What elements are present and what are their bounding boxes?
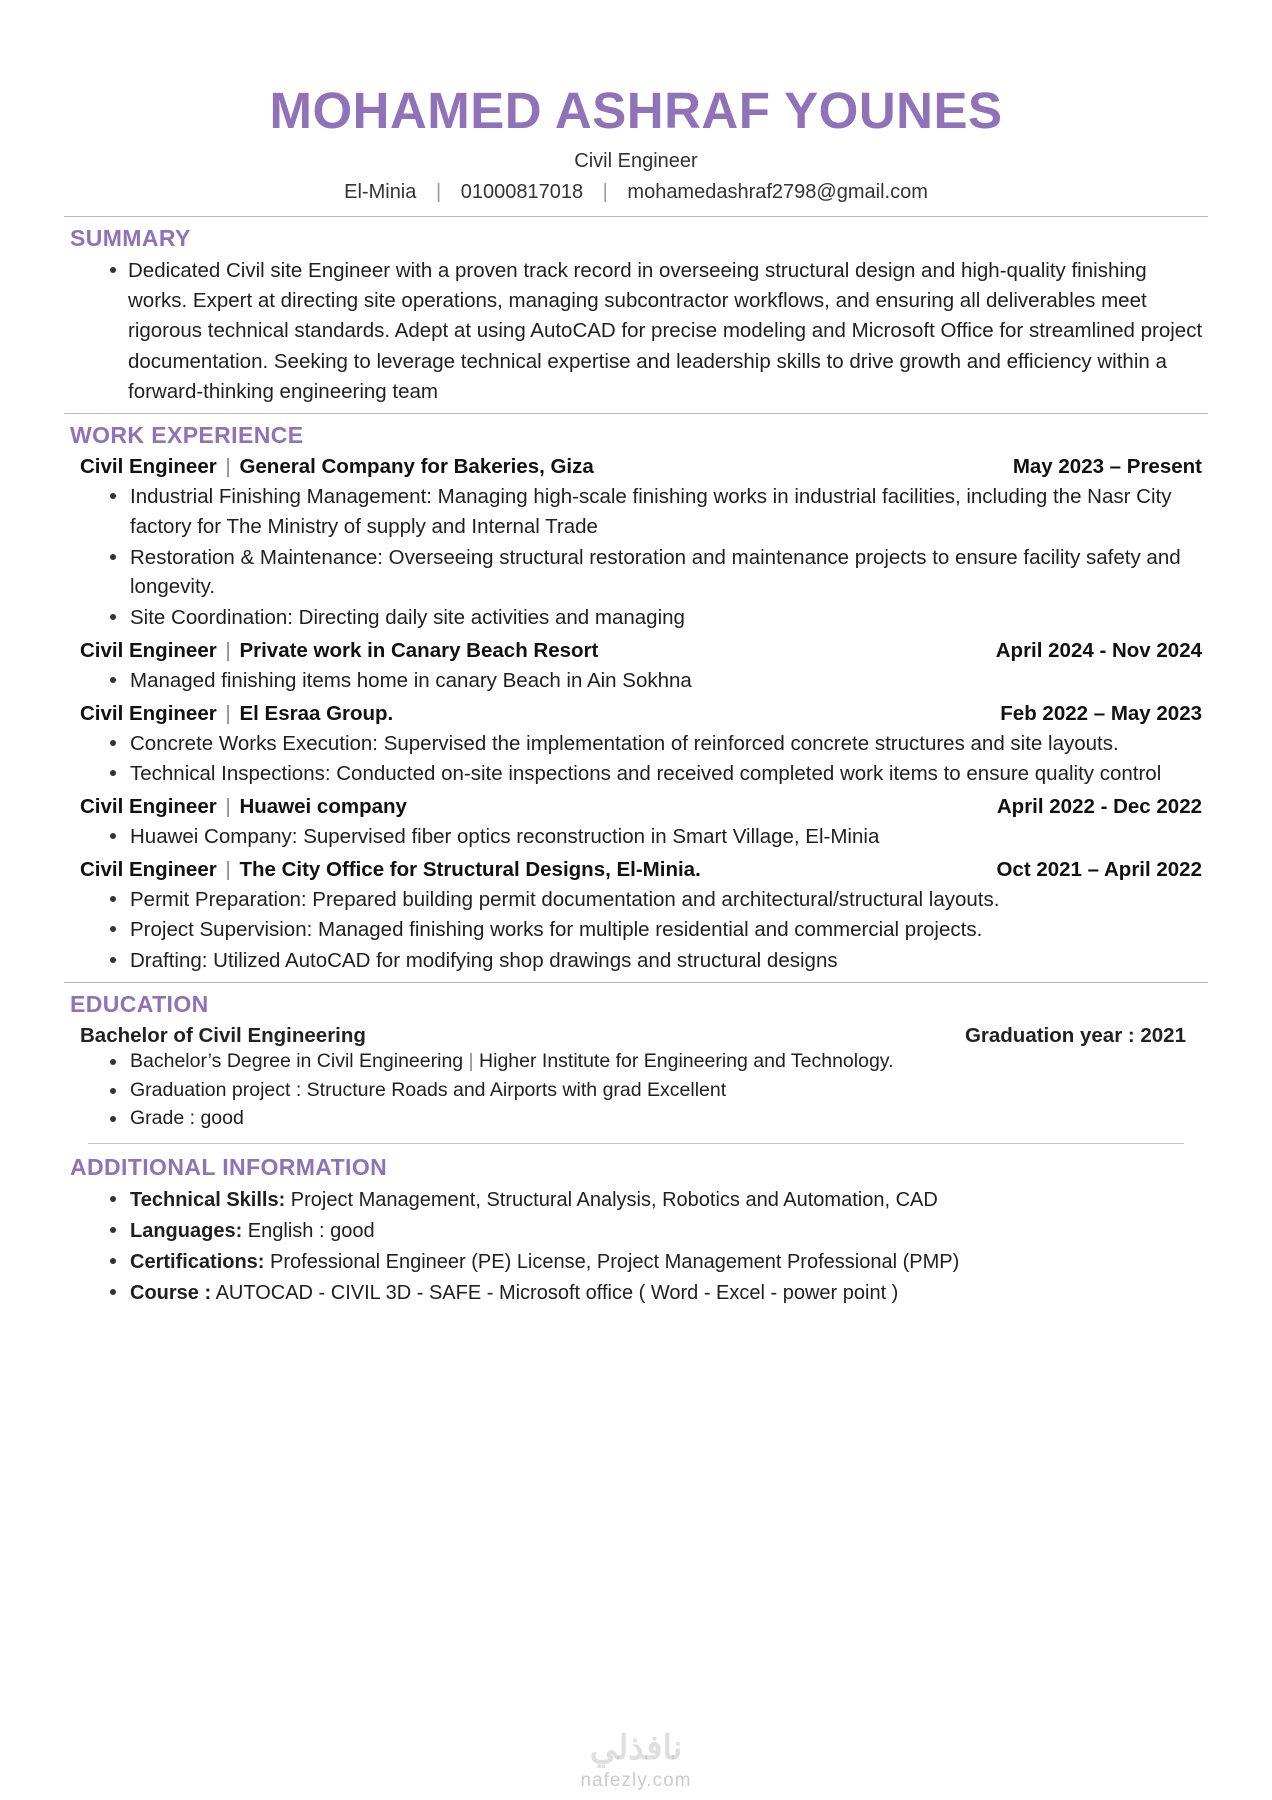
education-graduation-year: Graduation year : 2021 [964, 1023, 1186, 1047]
job-role-text: Civil Engineer [80, 638, 217, 662]
education-separator: | [468, 1049, 474, 1072]
job-role [80, 858, 701, 882]
list-item: Graduation project : Structure Roads and Airports with grad Excellent [108, 1077, 1208, 1105]
contact-email: mohamedashraf2798@gmail.com [627, 180, 928, 203]
list-item: Concrete Works Execution: Supervised the implementation of reinforced concrete structures and site layouts. [108, 729, 1208, 759]
list-item: Drafting: Utilized AutoCAD for modifying shop drawings and structural designs [108, 946, 1208, 976]
job-company: General Company for Bakeries, Giza [239, 455, 594, 479]
job-header [64, 795, 1208, 819]
job-separator: | [219, 455, 231, 479]
job-role-text: Civil Engineer [80, 794, 217, 818]
additional-value: English : good [242, 1219, 375, 1242]
contact-location: El-Minia [344, 180, 417, 203]
watermark-url: nafezly.com [580, 1770, 692, 1791]
list-item: Project Supervision: Managed finishing works for multiple residential and commercial projects. [108, 915, 1208, 945]
contact-separator-1: | [435, 180, 442, 203]
additional-value: Professional Engineer (PE) License, Project Management Professional (PMP) [264, 1250, 960, 1273]
watermark-arabic: نافذلي [589, 1729, 683, 1767]
list-item: Industrial Finishing Management: Managing high-scale finishing works in industrial facilities, including the Nasr City factory for The Ministry of supply and Internal Trade [108, 482, 1208, 541]
section-title-summary: SUMMARY [70, 224, 191, 251]
job-role [80, 639, 598, 663]
job-role-text: Civil Engineer [80, 701, 217, 725]
additional-label: Technical Skills: [130, 1188, 286, 1211]
header-job-title: Civil Engineer [574, 149, 698, 172]
job-separator: | [219, 794, 231, 818]
job-role [80, 455, 594, 479]
additional-label: Languages: [130, 1219, 243, 1242]
job-date: Feb 2022 – May 2023 [1000, 701, 1202, 725]
education-item-detail: Higher Institute for Engineering and Technology. [473, 1049, 894, 1072]
additional-information-list [64, 1185, 1208, 1308]
watermark [0, 1728, 1272, 1792]
education-degree: Bachelor of Civil Engineering [80, 1023, 366, 1047]
page-title: MOHAMED ASHRAF YOUNES [269, 82, 1003, 139]
job-date: Oct 2021 – April 2022 [996, 857, 1202, 881]
job-date: May 2023 – Present [1012, 455, 1202, 479]
education-item-text: Bachelor’s Degree in Civil Engineering [130, 1049, 469, 1072]
list-item [108, 1247, 1208, 1277]
header-divider [64, 216, 1208, 217]
job-date: April 2022 - Dec 2022 [996, 794, 1202, 818]
section-title-education: EDUCATION [70, 990, 209, 1017]
education-list [64, 1048, 1208, 1133]
job-bullets [64, 822, 1208, 852]
contact-separator-2: | [602, 180, 608, 203]
section-title-additional-information: ADDITIONAL INFORMATION [70, 1153, 388, 1180]
list-item: Huawei Company: Supervised fiber optics reconstruction in Smart Village, El-Minia [108, 822, 1208, 852]
summary-divider [64, 413, 1208, 414]
education-divider [88, 1143, 1184, 1144]
contact-row [64, 181, 1208, 204]
list-item: Dedicated Civil site Engineer with a proven track record in overseeing structural design and high-quality finishing works. Expert at directing site operations, managing subcontractor workflows, and ensuring all deliverables meet rigorous technical standards. Adept at using AutoCAD for precise modeling and Microsoft Office for streamlined project documentation. Seeking to leverage technical expertise and leadership skills to drive growth and efficiency within a forward-thinking engineering team [108, 256, 1208, 408]
contact-phone: 01000817018 [460, 180, 584, 203]
job-header [64, 702, 1208, 726]
job-role [80, 702, 393, 726]
list-item: Restoration & Maintenance: Overseeing structural restoration and maintenance projects to ensure facility safety and longevity. [108, 543, 1208, 602]
additional-value: Project Management, Structural Analysis, Robotics and Automation, CAD [285, 1188, 938, 1211]
list-item [108, 1216, 1208, 1246]
job-role-text: Civil Engineer [80, 857, 217, 881]
job-date: April 2024 - Nov 2024 [995, 638, 1202, 662]
job-separator: | [219, 701, 231, 725]
job-separator: | [219, 857, 231, 881]
additional-label: Course : [130, 1281, 212, 1304]
additional-value: AUTOCAD - CIVIL 3D - SAFE - Microsoft office ( Word - Excel - power point ) [211, 1281, 899, 1304]
list-item: Grade : good [108, 1105, 1208, 1133]
work-divider [64, 982, 1208, 983]
job-header [64, 639, 1208, 663]
list-item [108, 1185, 1208, 1215]
additional-label: Certifications: [130, 1250, 265, 1273]
education-section [64, 991, 1208, 1133]
job-bullets [64, 666, 1208, 696]
list-item [108, 1048, 1208, 1076]
education-header [64, 1024, 1208, 1048]
job-company: El Esraa Group. [239, 701, 394, 725]
job-bullets [64, 885, 1208, 976]
job-role [80, 795, 407, 819]
job-company: Huawei company [239, 794, 407, 818]
job-company: The City Office for Structural Designs, El-Minia. [239, 857, 701, 881]
list-item: Managed finishing items home in canary Beach in Ain Sokhna [108, 666, 1208, 696]
job-bullets [64, 729, 1208, 789]
job-header [64, 858, 1208, 882]
list-item [108, 1278, 1208, 1308]
job-header [64, 455, 1208, 479]
list-item: Permit Preparation: Prepared building permit documentation and architectural/structural layouts. [108, 885, 1208, 915]
job-role-text: Civil Engineer [80, 455, 217, 479]
job-bullets [64, 482, 1208, 633]
job-company: Private work in Canary Beach Resort [239, 638, 599, 662]
job-separator: | [219, 638, 231, 662]
list-item: Technical Inspections: Conducted on-site inspections and received completed work items to ensure quality control [108, 759, 1208, 789]
list-item: Site Coordination: Directing daily site activities and managing [108, 603, 1208, 633]
summary-list [64, 256, 1208, 408]
section-title-work-experience: WORK EXPERIENCE [70, 422, 304, 449]
